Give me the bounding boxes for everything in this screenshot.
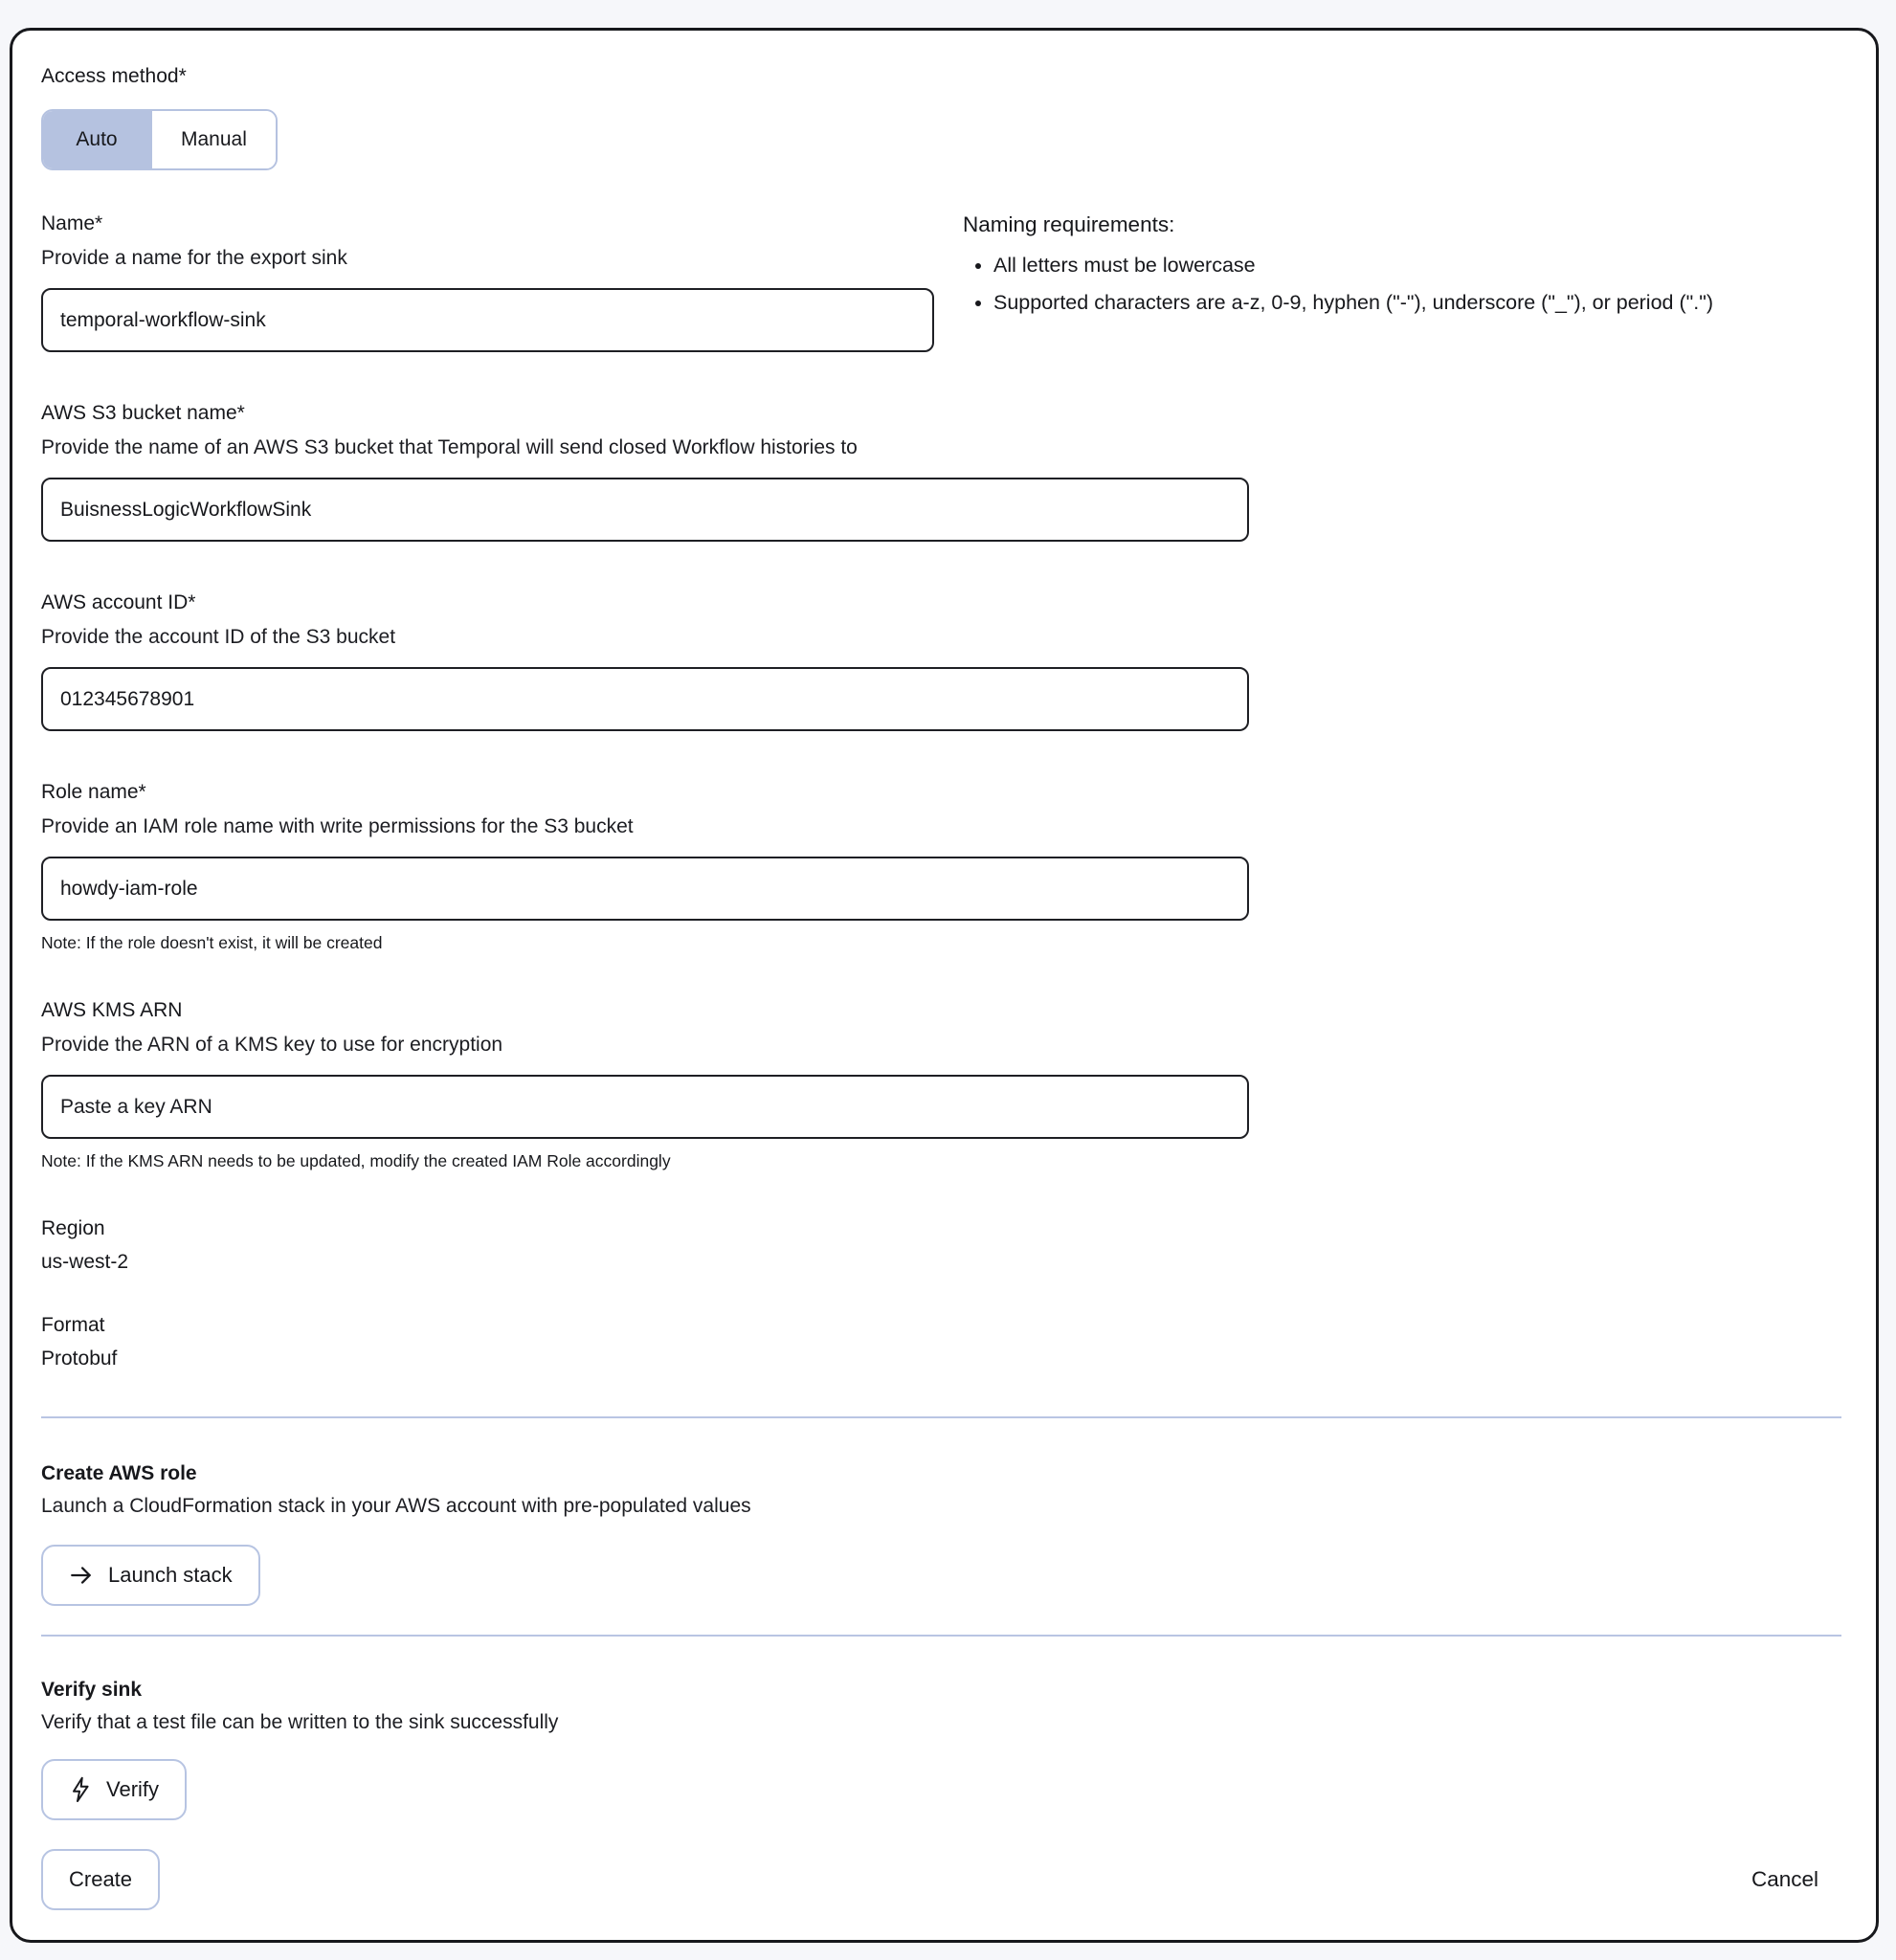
kms-arn-input[interactable]: [41, 1075, 1249, 1139]
role-name-input[interactable]: [41, 857, 1249, 921]
create-button[interactable]: [41, 1849, 160, 1910]
access-method-toggle: [41, 109, 278, 170]
s3-bucket-desc: Provide the name of an AWS S3 bucket that Temporal will send closed Workflow histories to: [41, 436, 858, 458]
lightning-bolt-icon: [69, 1776, 92, 1803]
region-value: us-west-2: [41, 1251, 129, 1273]
account-id-desc: Provide the account ID of the S3 bucket: [41, 626, 396, 648]
name-label: Name*: [41, 212, 103, 234]
kms-arn-desc: Provide the ARN of a KMS key to use for encryption: [41, 1034, 503, 1056]
verify-label: Verify: [106, 1777, 160, 1801]
access-method-label: Access method*: [41, 65, 187, 87]
naming-requirements-list: [963, 251, 1841, 317]
region-label: Region: [41, 1217, 105, 1239]
account-id-input[interactable]: [41, 667, 1249, 731]
role-name-note: Note: If the role doesn't exist, it will be created: [41, 933, 383, 952]
kms-arn-label: AWS KMS ARN: [41, 999, 183, 1021]
format-label: Format: [41, 1314, 105, 1336]
s3-bucket-input[interactable]: [41, 478, 1249, 542]
role-name-label: Role name*: [41, 781, 146, 803]
s3-bucket-label: AWS S3 bucket name*: [41, 402, 245, 424]
kms-arn-note: Note: If the KMS ARN needs to be updated, modify the created IAM Role accordingly: [41, 1151, 671, 1170]
account-id-label: AWS account ID*: [41, 591, 196, 613]
verify-button[interactable]: [41, 1759, 187, 1820]
naming-requirement-item: • Supported characters are a-z, 0-9, hyphen ("-"), underscore ("_"), or period ("."): [993, 288, 1841, 317]
launch-stack-label: Launch stack: [108, 1563, 233, 1587]
arrow-right-icon: [69, 1563, 94, 1588]
export-sink-form: [10, 28, 1879, 1943]
access-method-auto[interactable]: Auto: [43, 111, 150, 168]
role-name-desc: Provide an IAM role name with write permissions for the S3 bucket: [41, 815, 634, 837]
create-aws-role-title: Create AWS role: [41, 1462, 197, 1484]
cancel-button[interactable]: Cancel: [1751, 1867, 1818, 1891]
create-aws-role-desc: Launch a CloudFormation stack in your AWS account with pre-populated values: [41, 1495, 751, 1517]
verify-sink-title: Verify sink: [41, 1679, 143, 1701]
verify-sink-desc: Verify that a test file can be written to the sink successfully: [41, 1711, 559, 1733]
naming-requirement-item: • All letters must be lowercase: [993, 251, 1841, 279]
format-value: Protobuf: [41, 1348, 118, 1370]
naming-requirements-title: Naming requirements:: [963, 212, 1175, 236]
access-method-manual[interactable]: Manual: [150, 111, 276, 168]
create-label: Create: [69, 1867, 133, 1891]
launch-stack-button[interactable]: [41, 1545, 260, 1606]
name-input[interactable]: [41, 288, 934, 352]
divider: [41, 1635, 1841, 1637]
name-desc: Provide a name for the export sink: [41, 247, 347, 269]
naming-requirements: [963, 211, 1841, 317]
divider: [41, 1416, 1841, 1418]
